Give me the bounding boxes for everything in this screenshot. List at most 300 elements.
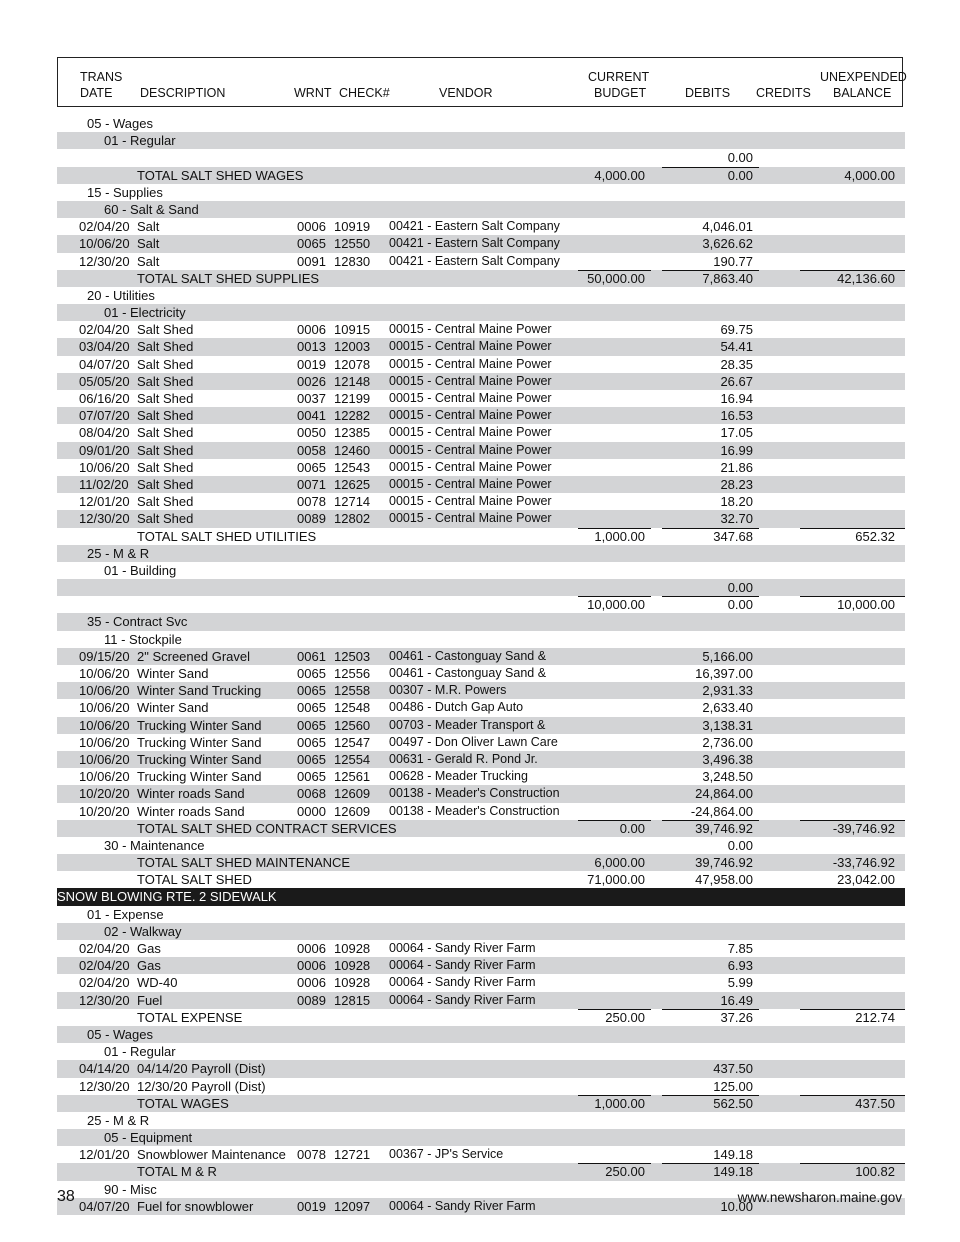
trans-date: 10/06/20: [79, 459, 130, 475]
ledger-entry-row: [57, 253, 905, 270]
warrant-number: 0071: [297, 476, 326, 492]
balance-value: 100.82: [855, 1164, 895, 1180]
warrant-number: 0068: [297, 786, 326, 802]
budget-value: 50,000.00: [587, 270, 645, 286]
description: Salt Shed: [137, 373, 194, 389]
trans-date: 10/06/20: [79, 717, 130, 733]
vendor-name: 00015 - Central Maine Power: [389, 408, 552, 423]
total-label: TOTAL SALT SHED SUPPLIES: [137, 270, 320, 286]
total-row: [57, 596, 905, 613]
section-title: SNOW BLOWING RTE. 2 SIDEWALK: [57, 889, 277, 905]
debits-rule: [662, 596, 759, 597]
subtotal-row: [57, 149, 905, 166]
debits-value: 149.18: [713, 1147, 753, 1163]
debits-value: 24,864.00: [695, 786, 753, 802]
account-label-row: [57, 201, 905, 218]
ledger-entry-row: [57, 992, 905, 1009]
budget-value: 71,000.00: [587, 872, 645, 888]
header-check: CHECK#: [339, 86, 390, 100]
ledger-entry-row: [57, 1060, 905, 1077]
header-wrnt: WRNT: [294, 86, 332, 100]
vendor-name: 00064 - Sandy River Farm: [389, 1198, 536, 1213]
balance-rule: [800, 270, 905, 271]
vendor-name: 00015 - Central Maine Power: [389, 442, 552, 457]
total-label: TOTAL SALT SHED UTILITIES: [137, 528, 317, 544]
account-label: 05 - Equipment: [104, 1130, 193, 1146]
debits-value: 28.23: [720, 476, 753, 492]
vendor-name: 00703 - Meader Transport &: [389, 717, 546, 732]
balance-value: 10,000.00: [837, 597, 895, 613]
description: Winter roads Sand: [137, 786, 245, 802]
ledger-entry-row: [57, 390, 905, 407]
trans-date: 03/04/20: [79, 339, 130, 355]
trans-date: 02/04/20: [79, 958, 130, 974]
debits-value: 190.77: [713, 253, 753, 269]
debits-value: 32.70: [720, 511, 753, 527]
trans-date: 05/05/20: [79, 373, 130, 389]
account-label: 60 - Salt & Sand: [104, 201, 199, 217]
balance-rule: [800, 820, 905, 821]
trans-date: 04/07/20: [79, 356, 130, 372]
budget-rule: [578, 820, 651, 821]
trans-date: 02/04/20: [79, 975, 130, 991]
account-label: 11 - Stockpile: [104, 631, 182, 647]
debits-value: 4,046.01: [702, 219, 753, 235]
trans-date: 10/06/20: [79, 734, 130, 750]
vendor-name: 00015 - Central Maine Power: [389, 339, 552, 354]
check-number: 10928: [334, 941, 371, 956]
check-number: 12625: [334, 476, 371, 492]
debits-value: 0.00: [727, 167, 753, 183]
debits-rule: [662, 167, 759, 168]
ledger-entry-row: [57, 768, 905, 785]
debits-value: 16.99: [720, 442, 753, 458]
debits-value: 16.49: [720, 992, 753, 1008]
debits-value: 3,496.38: [702, 751, 753, 767]
budget-value: 0.00: [619, 820, 645, 836]
trans-date: 06/16/20: [79, 391, 130, 406]
ledger-entry-row: [57, 493, 905, 510]
check-number: 12815: [334, 992, 371, 1008]
debits-value: 2,633.40: [702, 700, 753, 716]
vendor-name: 00015 - Central Maine Power: [389, 494, 552, 509]
budget-value: 250.00: [605, 1164, 645, 1180]
description: Winter Sand: [137, 666, 209, 681]
description: Salt: [137, 219, 160, 235]
check-number: 12148: [334, 373, 371, 389]
debits-value: 5,166.00: [702, 648, 753, 664]
debits-value: 54.41: [720, 339, 753, 355]
trans-date: 10/06/20: [79, 700, 130, 716]
ledger-entry-row: [57, 1146, 905, 1163]
vendor-name: 00631 - Gerald R. Pond Jr.: [389, 751, 538, 766]
ledger-entry-row: [57, 751, 905, 768]
ledger-entry-row: [57, 682, 905, 699]
total-row: [57, 1095, 905, 1112]
warrant-number: 0006: [297, 958, 326, 974]
warrant-number: 0000: [297, 803, 326, 819]
warrant-number: 0058: [297, 442, 326, 458]
trans-date: 04/14/20: [79, 1061, 130, 1077]
total-row: [57, 854, 905, 871]
warrant-number: 0013: [297, 339, 326, 355]
budget-value: 1,000.00: [594, 1095, 645, 1111]
description: 2" Screened Gravel: [137, 648, 251, 664]
header-balance: BALANCE: [833, 86, 892, 100]
debits-value: 39,746.92: [695, 820, 753, 836]
warrant-number: 0078: [297, 1147, 326, 1163]
balance-value: 212.74: [855, 1009, 895, 1025]
debits-value: 149.18: [713, 1164, 753, 1180]
vendor-name: 00064 - Sandy River Farm: [389, 941, 536, 955]
warrant-number: 0019: [297, 356, 326, 372]
account-label: 01 - Building: [104, 562, 177, 578]
budget-rule: [578, 1095, 651, 1096]
ledger-entry-row: [57, 648, 905, 665]
check-number: 10919: [334, 219, 371, 235]
debits-value: 347.68: [713, 528, 753, 544]
header-current: CURRENT: [588, 70, 650, 84]
ledger-entry-row: [57, 424, 905, 441]
trans-date: 08/04/20: [79, 425, 130, 441]
description: Salt Shed: [137, 494, 194, 510]
vendor-name: 00307 - M.R. Powers: [389, 683, 507, 698]
trans-date: 09/15/20: [79, 648, 130, 664]
warrant-number: 0091: [297, 253, 326, 269]
debits-rule: [662, 1163, 759, 1164]
warrant-number: 0037: [297, 391, 326, 406]
description: Salt Shed: [137, 476, 194, 492]
total-label: TOTAL SALT SHED: [137, 872, 252, 888]
description: Trucking Winter Sand: [137, 769, 262, 785]
balance-rule: [800, 1009, 905, 1010]
warrant-number: 0050: [297, 425, 326, 441]
description: Fuel for snowblower: [137, 1198, 254, 1214]
account-label-row: [57, 1043, 905, 1060]
ledger-entry-row: [57, 510, 905, 527]
total-row: [57, 167, 905, 184]
ledger-entry-row: [57, 1078, 905, 1095]
ledger-rows: [57, 115, 905, 1215]
debits-value: 2,736.00: [702, 734, 753, 750]
balance-value: 42,136.60: [837, 270, 895, 286]
account-label: 90 - Misc: [104, 1181, 157, 1197]
description: Salt: [137, 253, 160, 269]
vendor-name: 00138 - Meader's Construction: [389, 803, 560, 818]
debits-value: 47,958.00: [695, 872, 753, 888]
subtotal-row: [57, 579, 905, 596]
check-number: 12460: [334, 442, 371, 458]
vendor-name: 00421 - Eastern Salt Company: [389, 253, 560, 268]
check-number: 12543: [334, 459, 371, 475]
check-number: 12385: [334, 425, 371, 441]
trans-date: 10/20/20: [79, 786, 130, 802]
debits-value: 10.00: [720, 1198, 753, 1214]
warrant-number: 0065: [297, 683, 326, 699]
ledger-entry-row: [57, 785, 905, 802]
debits-value: -24,864.00: [690, 803, 753, 819]
account-label-row: [57, 562, 905, 579]
description: Salt Shed: [137, 459, 194, 475]
ledger-entry-row: [57, 940, 905, 957]
account-label: 20 - Utilities: [87, 287, 155, 303]
check-number: 12003: [334, 339, 371, 355]
budget-rule: [578, 596, 651, 597]
vendor-name: 00064 - Sandy River Farm: [389, 975, 536, 990]
ledger-entry-row: [57, 803, 905, 820]
debits-rule: [662, 1009, 759, 1010]
warrant-number: 0065: [297, 769, 326, 785]
ledger-entry-row: [57, 407, 905, 424]
description: Salt Shed: [137, 511, 194, 527]
check-number: 12548: [334, 700, 371, 716]
debits-value: 18.20: [720, 494, 753, 510]
footer-url: www.newsharon.maine.gov: [737, 1190, 902, 1205]
trans-date: 07/07/20: [79, 408, 130, 424]
account-label-row: [57, 132, 905, 149]
vendor-name: 00015 - Central Maine Power: [389, 425, 552, 440]
balance-value: -33,746.92: [832, 855, 895, 871]
description: Salt: [137, 236, 160, 252]
check-number: 12550: [334, 236, 371, 252]
ledger-entry-row: [57, 974, 905, 991]
vendor-name: 00015 - Central Maine Power: [389, 322, 552, 337]
description: Winter roads Sand: [137, 803, 245, 819]
description: Salt Shed: [137, 425, 194, 441]
total-row: [57, 871, 905, 888]
debits-value: 37.26: [720, 1009, 753, 1025]
check-number: 12830: [334, 253, 371, 269]
total-label: TOTAL SALT SHED WAGES: [137, 167, 304, 183]
description: Salt Shed: [137, 408, 194, 424]
balance-value: 4,000.00: [844, 167, 895, 183]
check-number: 12714: [334, 494, 371, 510]
vendor-name: 00015 - Central Maine Power: [389, 391, 552, 405]
budget-value: 6,000.00: [594, 855, 645, 871]
header-date: DATE: [80, 86, 113, 100]
account-label-row: [57, 545, 905, 562]
page-number: 38: [57, 1188, 75, 1205]
debits-value: 3,138.31: [702, 717, 753, 733]
account-label-row: [57, 304, 905, 321]
budget-rule: [578, 1009, 651, 1010]
vendor-name: 00138 - Meader's Construction: [389, 786, 560, 801]
account-label: 01 - Expense: [87, 906, 164, 922]
total-row: [57, 1009, 905, 1026]
warrant-number: 0006: [297, 219, 326, 235]
description: Salt Shed: [137, 356, 194, 372]
account-label-row: [57, 1026, 905, 1043]
total-row: [57, 270, 905, 287]
debits-value: 21.86: [720, 459, 753, 475]
check-number: 12554: [334, 751, 371, 767]
description: WD-40: [137, 975, 178, 991]
account-label-row: [57, 631, 905, 648]
trans-date: 02/04/20: [79, 322, 130, 338]
warrant-number: 0065: [297, 459, 326, 475]
check-number: 12199: [334, 391, 371, 406]
ledger-entry-row: [57, 373, 905, 390]
section-header: [57, 888, 905, 905]
ledger-entry-row: [57, 717, 905, 734]
debits-value: 3,626.62: [702, 236, 753, 252]
warrant-number: 0089: [297, 992, 326, 1008]
debits-value: 0.00: [727, 597, 753, 613]
description: Trucking Winter Sand: [137, 751, 262, 767]
header-budget: BUDGET: [594, 86, 647, 100]
account-label-row: [57, 287, 905, 304]
debits-value: 125.00: [713, 1078, 753, 1094]
balance-rule: [800, 528, 905, 529]
budget-value: 250.00: [605, 1009, 645, 1025]
check-number: 10915: [334, 322, 371, 338]
trans-date: 10/06/20: [79, 751, 130, 767]
budget-rule: [578, 270, 651, 271]
account-label-row: [57, 1129, 905, 1146]
budget-rule: [578, 1163, 651, 1164]
total-label: TOTAL EXPENSE: [137, 1009, 243, 1025]
debits-value: 437.50: [713, 1061, 753, 1077]
balance-rule: [800, 1163, 905, 1164]
warrant-number: 0019: [297, 1198, 326, 1214]
debits-value: 28.35: [720, 356, 753, 372]
ledger-entry-row: [57, 235, 905, 252]
warrant-number: 0041: [297, 408, 326, 424]
warrant-number: 0065: [297, 751, 326, 767]
budget-value: 4,000.00: [594, 167, 645, 183]
vendor-name: 00497 - Don Oliver Lawn Care: [389, 734, 558, 749]
account-label: 02 - Walkway: [104, 923, 182, 939]
trans-date: 10/20/20: [79, 803, 130, 819]
ledger-entry-row: [57, 338, 905, 355]
trans-date: 02/04/20: [79, 941, 130, 956]
check-number: 12556: [334, 666, 371, 681]
total-label: TOTAL M & R: [137, 1164, 217, 1180]
check-number: 12097: [334, 1198, 371, 1214]
header-unexpended: UNEXPENDED: [820, 70, 907, 84]
warrant-number: 0078: [297, 494, 326, 510]
warrant-number: 0065: [297, 734, 326, 750]
description: Gas: [137, 941, 161, 956]
debits-value: 2,931.33: [702, 683, 753, 699]
trans-date: 10/06/20: [79, 683, 130, 699]
description: 12/30/20 Payroll (Dist): [137, 1078, 266, 1094]
description: 04/14/20 Payroll (Dist): [137, 1061, 266, 1077]
description: Salt Shed: [137, 339, 194, 355]
debits-value: 562.50: [713, 1095, 753, 1111]
description: Trucking Winter Sand: [137, 717, 262, 733]
warrant-number: 0006: [297, 975, 326, 991]
trans-date: 12/30/20: [79, 1078, 130, 1094]
check-number: 12561: [334, 769, 371, 785]
header-credits: CREDITS: [756, 86, 811, 100]
account-label-row: [57, 184, 905, 201]
debits-value: 3,248.50: [702, 769, 753, 785]
total-row: [57, 528, 905, 545]
description: Trucking Winter Sand: [137, 734, 262, 750]
vendor-name: 00015 - Central Maine Power: [389, 356, 552, 371]
header-debits: DEBITS: [685, 86, 731, 100]
trans-date: 12/30/20: [79, 253, 130, 269]
debits-value: 69.75: [720, 322, 753, 338]
account-label: 30 - Maintenance: [104, 837, 205, 853]
vendor-name: 00064 - Sandy River Farm: [389, 992, 536, 1007]
warrant-number: 0006: [297, 322, 326, 338]
header-vendor: VENDOR: [439, 86, 493, 100]
trans-date: 10/06/20: [79, 769, 130, 785]
check-number: 12560: [334, 717, 371, 733]
debits-value: 39,746.92: [695, 855, 753, 871]
total-label: TOTAL WAGES: [137, 1095, 229, 1111]
account-label-row: [57, 613, 905, 630]
warrant-number: 0006: [297, 941, 326, 956]
check-number: 12802: [334, 511, 371, 527]
trans-date: 11/02/20: [79, 476, 129, 492]
ledger-entry-row: [57, 476, 905, 493]
check-number: 10928: [334, 958, 371, 974]
trans-date: 12/01/20: [79, 494, 130, 510]
debits-value: 17.05: [720, 425, 753, 441]
warrant-number: 0061: [297, 648, 326, 664]
debits-value: 0.00: [727, 150, 753, 166]
trans-date: 12/01/20: [79, 1147, 130, 1163]
total-row: [57, 1163, 905, 1180]
trans-date: 10/06/20: [79, 236, 130, 252]
total-label: TOTAL SALT SHED CONTRACT SERVICES: [137, 820, 397, 836]
account-label: 01 - Electricity: [104, 305, 186, 321]
balance-value: -39,746.92: [832, 820, 895, 836]
vendor-name: 00064 - Sandy River Farm: [389, 958, 536, 973]
account-label: 01 - Regular: [104, 1044, 176, 1060]
vendor-name: 00367 - JP's Service: [389, 1147, 504, 1162]
warrant-number: 0065: [297, 700, 326, 716]
description: Salt Shed: [137, 442, 194, 458]
account-label: 01 - Regular: [104, 133, 176, 149]
ledger-entry-row: [57, 321, 905, 338]
warrant-number: 0065: [297, 717, 326, 733]
check-number: 12721: [334, 1147, 371, 1163]
vendor-name: 00015 - Central Maine Power: [389, 459, 552, 474]
account-label: 05 - Wages: [87, 116, 153, 131]
debits-value: 7.85: [727, 941, 753, 956]
debits-rule: [662, 820, 759, 821]
check-number: 12609: [334, 786, 371, 802]
ledger-entry-row: [57, 957, 905, 974]
debits-value: 5.99: [727, 975, 753, 991]
vendor-name: 00461 - Castonguay Sand &: [389, 648, 547, 663]
check-number: 12503: [334, 648, 371, 664]
debits-value: 16.53: [720, 408, 753, 424]
vendor-name: 00421 - Eastern Salt Company: [389, 219, 560, 234]
account-label-row: [57, 906, 905, 923]
account-label-row: [57, 1112, 905, 1129]
check-number: 12282: [334, 408, 371, 424]
check-number: 12547: [334, 734, 371, 750]
account-label: 25 - M & R: [87, 1112, 150, 1128]
account-label: 35 - Contract Svc: [87, 614, 188, 630]
description: Gas: [137, 958, 161, 974]
check-number: 12558: [334, 683, 371, 699]
debits-value: 6.93: [727, 958, 753, 974]
ledger-entry-row: [57, 356, 905, 373]
trans-date: 09/01/20: [79, 442, 130, 458]
description: Fuel: [137, 992, 163, 1008]
warrant-number: 0026: [297, 373, 326, 389]
check-number: 12609: [334, 803, 371, 819]
description: Winter Sand: [137, 700, 209, 716]
balance-value: 437.50: [855, 1095, 895, 1111]
account-label: 15 - Supplies: [87, 184, 163, 200]
